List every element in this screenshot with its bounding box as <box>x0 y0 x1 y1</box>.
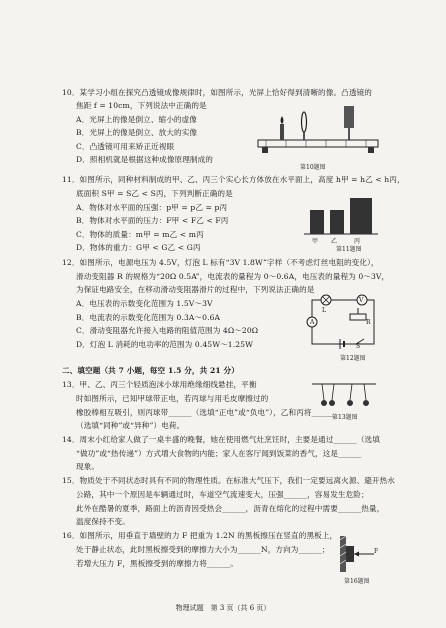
q10-line-1: 10．某学习小组在探究凸透镜成像规律时，如图所示，光屏上恰好得到清晰的像。凸透镜的 <box>62 88 372 97</box>
section-title-fill-in: 二、填空题（共 7 小题，每空 1.5 分，共 21 分） <box>62 366 239 375</box>
q11-line-1: 11．如图所示，同种材料制成的甲、乙、丙三个实心长方体放在水平面上，高度 h甲 = h乙 < h丙， <box>62 175 405 184</box>
page-footer: 物理试题 第 3 页（共 6 页） <box>175 604 271 612</box>
blocks-figure <box>304 196 378 238</box>
q10-option-c: C．凸透镜可用来矫正近视眼 <box>76 142 175 151</box>
q13-line-2: 时如图所示，已知甲球带正电，若丙球与用毛皮摩擦过的 <box>76 394 269 403</box>
rheostat-label: R <box>366 319 371 326</box>
block-label-jia: 甲 <box>312 238 319 245</box>
ammeter-label: A <box>310 319 315 326</box>
q16-line-1: 16．如图所示，用垂直于墙壁的力 F 把重为 1.2N 的黑板擦压在竖直的黑板上， <box>62 531 338 540</box>
figure-10-caption: 第10题图 <box>300 164 326 171</box>
q12-option-d: D．灯泡 L 消耗的电功率的范围为 0.45W～1.25W <box>76 340 254 349</box>
q11-option-d: D．物体的重力：G甲 < G乙 < G丙 <box>76 243 201 252</box>
q12-line-3: 为保证电路安全，在移动滑动变阻器滑片的过程中，下列说法正确的是 <box>76 285 315 294</box>
q11-option-a: A．物体对水平面的压强：p甲 = p乙 = p丙 <box>76 203 228 212</box>
q16-line-2: 处于静止状态，此时黑板擦受到的摩擦力大小为______N，方向为______； <box>76 545 330 554</box>
q14-line-1: 14．周末小红给家人做了一桌丰盛的晚餐，她在使用燃气灶烹饪时，主要是通过______（选填 <box>62 435 380 444</box>
q12-option-b: B．电流表的示数变化范围为 0.3A～0.6A <box>76 313 221 322</box>
figure-12-caption: 第12题图 <box>340 355 366 362</box>
q10-option-d: D．照相机就是根据这种成像原理制成的 <box>76 155 213 164</box>
q11-option-b: B．物体对水平面的压力：F甲 < F乙 < F丙 <box>76 216 229 225</box>
q12-option-a: A．电压表的示数变化范围为 1.5V～3V <box>76 299 213 308</box>
q16-line-3: 若增大压力 F，黑板擦受到的摩擦力将______。 <box>76 559 239 568</box>
q14-line-2: “做功”或“热传递”）方式增大食物的内能；家人在客厅闻到饭菜的香气，这是______ <box>76 449 362 458</box>
q11-option-c: C．物体的质量：m甲 = m乙 < m丙 <box>76 230 204 239</box>
block-label-yi: 乙 <box>331 238 338 245</box>
optical-bench-figure <box>256 100 380 158</box>
q12-line-1: 12．如图所示，电源电压为 4.5V，灯泡 L 标有“3V 1.8W”字样（不考虑灯丝电阻的变化）， <box>62 258 379 267</box>
q15-line-1: 15．物质处于不同状态时具有不同的物理性质。在标准大气压下，我们一定要远离火源、避开热水 <box>62 476 395 485</box>
lamp-label: L <box>322 307 326 314</box>
q11-line-2: 底面积 S甲 = S乙 < S丙，下列判断正确的是 <box>76 189 233 198</box>
q15-line-3: 此外在酷暑的夏季，路面上的沥青因受热会______，沥青在熔化的过程中需要______热量， <box>76 504 385 513</box>
voltmeter-label: V <box>359 297 364 304</box>
figure-16-caption: 第16题图 <box>344 578 370 585</box>
q12-line-2: 滑动变阻器 R 的规格为“20Ω 0.5A”，电流表的量程为 0～0.6A，电压表的量程为 0～3V， <box>76 272 390 281</box>
q14-line-3: 现象。 <box>76 462 100 471</box>
force-label: F <box>374 548 379 555</box>
switch-label: S <box>356 343 361 350</box>
q15-line-2: 公路，其中一个原因是车辆通过时，车道空气流速变大，压强______，容易发生危险； <box>76 490 369 499</box>
block-label-bing: 丙 <box>354 238 361 245</box>
q10-option-a: A．光屏上的像是倒立、缩小的虚像 <box>76 115 197 124</box>
q13-line-4: （选填“同种”或“异种”）电荷。 <box>76 421 185 430</box>
q10-line-2: 焦距 f = 10cm，下列说法中正确的是 <box>76 101 207 110</box>
q10-option-b: B．光屏上的像是倒立、放大的实像 <box>76 128 198 137</box>
q13-line-1: 13．甲、乙、丙三个轻质泡沫小球用绝缘细线悬挂，平衡 <box>62 380 257 389</box>
eraser-wall-figure <box>338 534 378 574</box>
q13-line-3: 橡胶棒相互吸引，则丙球带______（选填“正电”或“负电”），乙和丙将______ <box>76 408 335 417</box>
figure-13-caption: 第13题图 <box>332 414 358 421</box>
figure-11-caption: 第11题图 <box>336 246 362 253</box>
q15-line-4: 温度保持不变。 <box>76 517 130 526</box>
hanging-balls-figure <box>308 382 380 410</box>
q12-option-c: C．滑动变阻器允许接入电路的阻值范围为 4Ω～20Ω <box>76 326 259 335</box>
